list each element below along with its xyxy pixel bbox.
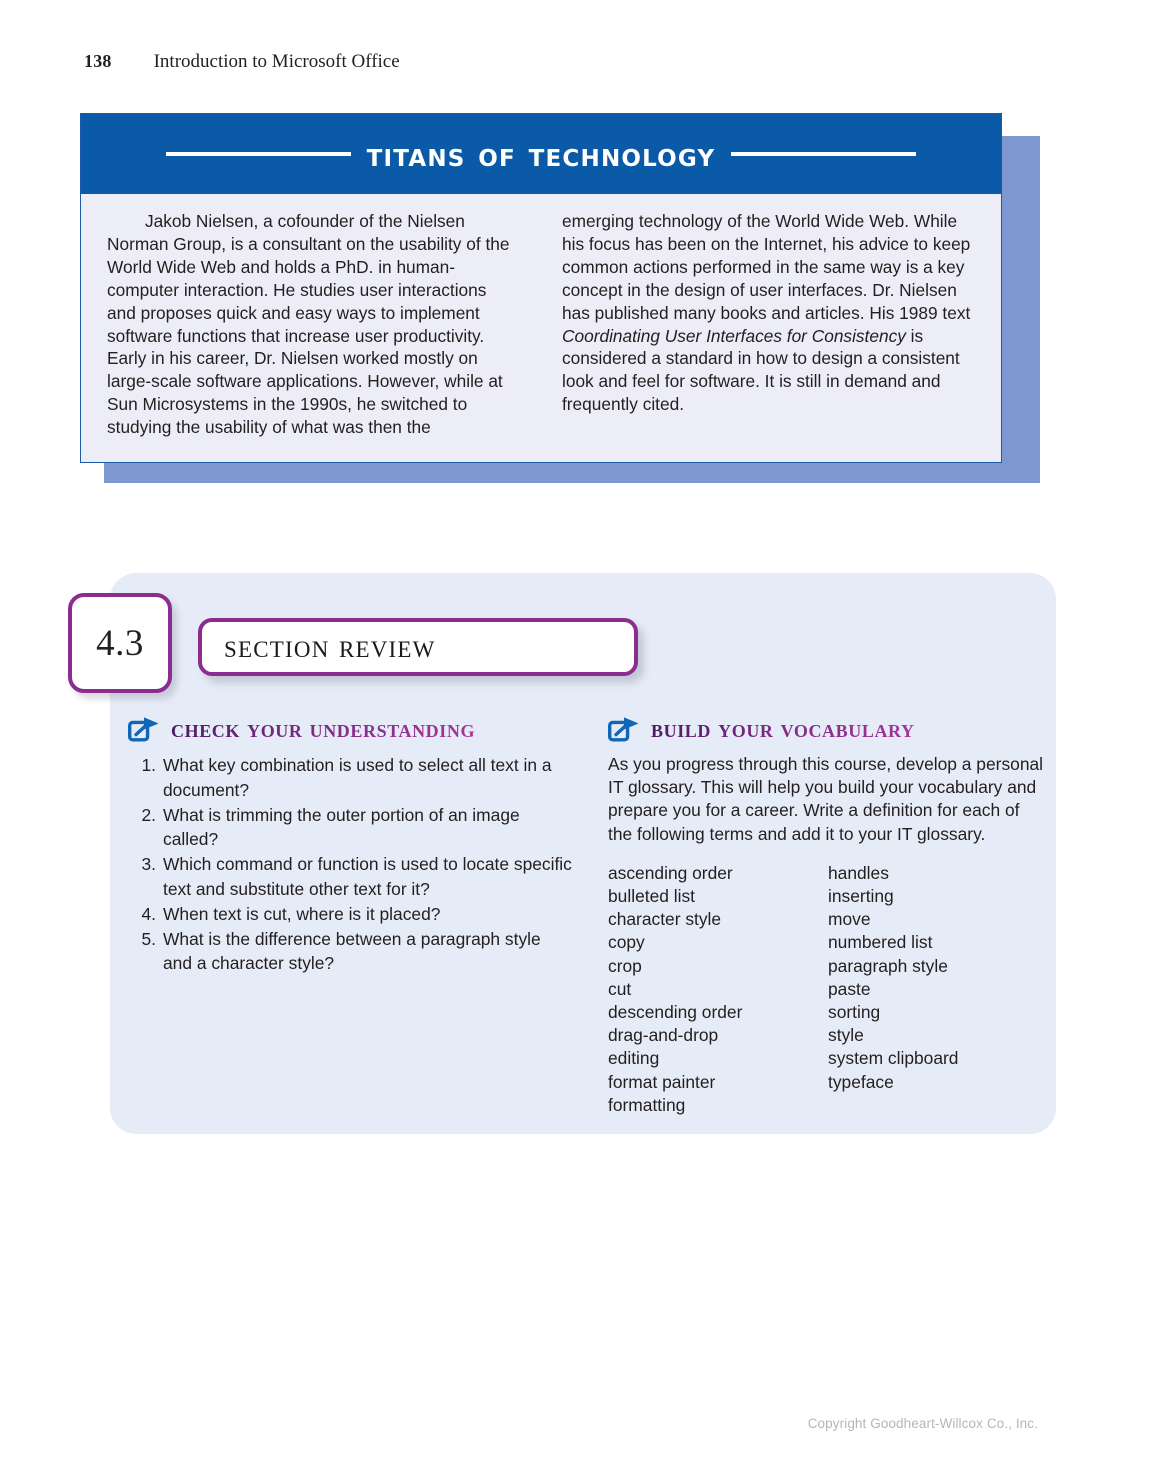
section-review-title: section review (224, 628, 436, 665)
banner-rule-right-icon (731, 152, 916, 156)
feature-banner (81, 114, 1001, 194)
list-item: style (828, 1025, 864, 1046)
list-item: sorting (828, 1002, 881, 1023)
vocabulary-column-2 (828, 862, 1048, 1117)
build-your-vocabulary-section (608, 714, 1048, 1117)
vocabulary-list-2 (828, 862, 1048, 1094)
list-item: system clipboard (828, 1048, 959, 1069)
list-item: What is trimming the outer portion of an image called? (163, 804, 520, 850)
list-item: editing (608, 1048, 660, 1069)
list-item: cut (608, 978, 632, 999)
list-item: paragraph style (828, 955, 948, 976)
list-item: When text is cut, where is it placed? (163, 903, 441, 924)
list-item: crop (608, 955, 642, 976)
list-item: typeface (828, 1071, 894, 1092)
feature-paragraph-right (562, 210, 975, 416)
vocabulary-terms (608, 862, 1048, 1117)
list-item: move (828, 909, 871, 930)
build-your-vocabulary-header (608, 714, 1048, 744)
vocabulary-list-1 (608, 862, 828, 1117)
feature-banner-title: titans of technology (366, 134, 716, 174)
vocabulary-intro-paragraph: As you progress through this course, develop a personal IT glossary. This will help you build your vocabulary and prepare you for a career. Write a definition for each of the following terms and add it to your IT glossary. (608, 754, 1044, 844)
list-item: copy (608, 932, 645, 953)
section-review-title-pill (198, 618, 638, 676)
vocabulary-column-1 (608, 862, 828, 1117)
feature-paragraph-left: Jakob Nielsen, a cofounder of the Nielsen Norman Group, is a consultant on the usability of the World Wide Web and holds a PhD. in human-computer interaction. He studies user interactions and proposes quick and easy ways to implement software functions that increase user productivity. Early in his career, Dr. Nielsen worked mostly on large-scale software applications. However, while at Sun Microsystems in the 1990s, he switched to studying the usability of what was then the (107, 211, 510, 438)
list-item: Which command or function is used to locate specific text and substitute other text for it? (163, 854, 572, 899)
feature-columns (81, 194, 1001, 439)
list-item: numbered list (828, 932, 933, 953)
section-number-badge (68, 593, 172, 693)
list-item: paste (828, 978, 871, 999)
section-number: 4.3 (96, 622, 144, 664)
feature-text-part1: emerging technology of the World Wide Web. While his focus has been on the Internet, his advice to keep common actions performed in the same way is a key concept in the design of user interfaces. Dr. Nielsen has published many books and articles. His 1989 text (562, 211, 971, 323)
list-item: What key combination is used to select all text in a document? (163, 755, 552, 800)
list-item: character style (608, 909, 722, 930)
feature-text-part2: is considered a standard in how to design a consistent look and feel for software. It is still in demand and frequently cited. (562, 325, 960, 415)
list-item: bulleted list (608, 886, 696, 907)
running-head (84, 51, 400, 73)
list-item: What is the difference between a paragraph style and a character style? (163, 928, 541, 974)
list-item: descending order (608, 1002, 743, 1023)
copyright-notice: Copyright Goodheart-Willcox Co., Inc. (807, 1416, 1038, 1431)
check-your-understanding-section (128, 714, 572, 1117)
section-review-body (128, 714, 1048, 1117)
check-your-understanding-heading: check your understanding (171, 714, 476, 743)
build-your-vocabulary-heading: build your vocabulary (651, 714, 915, 743)
check-your-understanding-header (128, 714, 572, 744)
book-title-italic: Coordinating User Interfaces for Consistency (562, 325, 906, 346)
banner-rule-left-icon (166, 152, 351, 156)
page-number: 138 (84, 51, 112, 71)
share-export-icon (128, 716, 160, 742)
feature-column-right (562, 210, 975, 439)
feature-box (80, 113, 1002, 463)
book-title: Introduction to Microsoft Office (153, 51, 400, 72)
titans-of-technology-feature (80, 113, 1040, 483)
list-item: format painter (608, 1071, 716, 1092)
list-item: drag-and-drop (608, 1025, 719, 1046)
review-questions-list (128, 753, 572, 976)
list-item: formatting (608, 1094, 686, 1115)
list-item: ascending order (608, 862, 733, 883)
list-item: handles (828, 862, 889, 883)
share-export-icon (608, 716, 640, 742)
feature-column-left (107, 210, 520, 439)
list-item: inserting (828, 886, 894, 907)
